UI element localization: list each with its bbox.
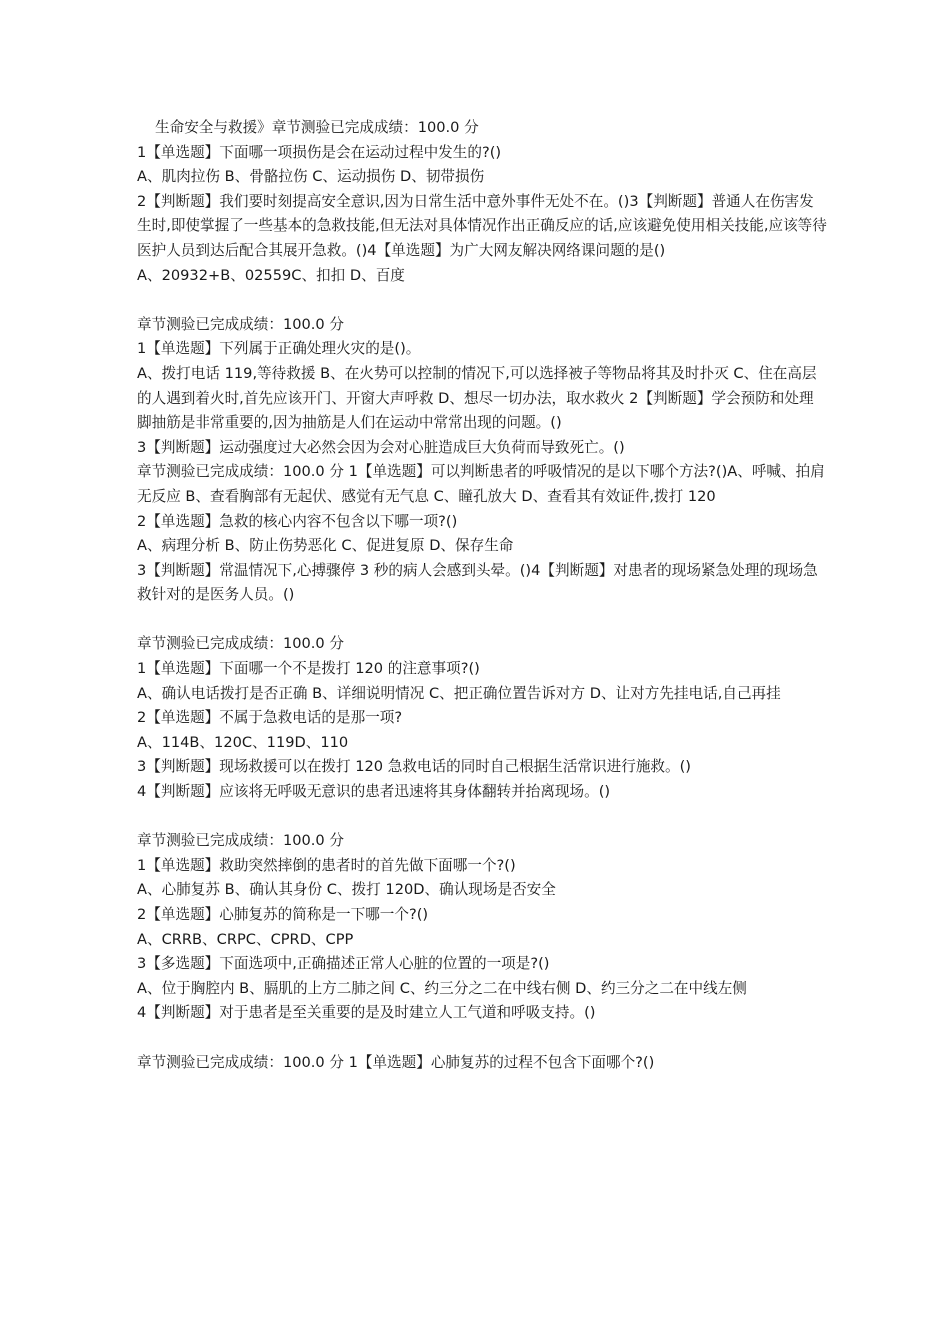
text-paragraph: 章节测验已完成成绩：100.0 分	[137, 635, 344, 653]
text-paragraph: A、20932+B、02559C、扣扣 D、百度	[137, 266, 405, 284]
text-paragraph: A、肌肉拉伤 B、骨骼拉伤 C、运动损伤 D、韧带损伤	[137, 168, 485, 186]
text-paragraph: 2【单选题】不属于急救电话的是那一项?	[137, 709, 403, 727]
paragraph-gap	[137, 608, 827, 633]
text-paragraph: 2【单选题】急救的核心内容不包含以下哪一项?()	[137, 512, 458, 530]
paragraph-gap	[137, 288, 827, 313]
text-paragraph: 4【判断题】应该将无呼吸无意识的患者迅速将其身体翻转并抬离现场。()	[137, 783, 611, 801]
text-paragraph: 章节测验已完成成绩：100.0 分 1【单选题】可以判断患者的呼吸情况的是以下哪个方法?()A、呼喊、拍肩无反应 B、查看胸部有无起伏、感觉有无气息 C、瞳孔放大 D、查看其有效证件,拨打 120	[137, 463, 825, 505]
text-paragraph: 章节测验已完成成绩：100.0 分	[137, 315, 344, 333]
text-paragraph: A、心肺复苏 B、确认其身份 C、拨打 120D、确认现场是否安全	[137, 881, 556, 899]
text-paragraph: A、114B、120C、119D、110	[137, 733, 349, 751]
text-paragraph: 2【单选题】心肺复苏的简称是一下哪一个?()	[137, 906, 429, 923]
text-paragraph: A、CRRB、CRPC、CPRD、CPP	[137, 930, 354, 948]
document-body	[137, 116, 827, 1075]
text-paragraph: 生命安全与救援》章节测验已完成成绩：100.0 分	[155, 119, 479, 136]
text-paragraph: 1【单选题】下列属于正确处理火灾的是()。	[137, 340, 421, 358]
text-paragraph: 章节测验已完成成绩：100.0 分 1【单选题】心肺复苏的过程不包含下面哪个?()	[137, 1053, 655, 1071]
text-paragraph: 3【判断题】常温情况下,心搏骤停 3 秒的病人会感到头晕。()4【判断题】对患者的现场紧急处理的现场急救针对的是医务人员。()	[137, 561, 818, 604]
text-paragraph: 3【多选题】下面选项中,正确描述正常人心脏的位置的一项是?()	[137, 955, 550, 973]
text-paragraph: 3【判断题】现场救援可以在拨打 120 急救电话的同时自己根据生活常识进行施救。()	[137, 758, 691, 776]
text-paragraph: 2【判断题】我们要时刻提高安全意识,因为日常生活中意外事件无处不在。()3【判断题】普通人在伤害发生时,即使掌握了一些基本的急救技能,但无法对具体情况作出正确反应的话,应该避免使用相关技能,应该等待医护人员到达后配合其展开急救。()4【单选题】为广大网友解决网络课问题的是()	[137, 192, 827, 259]
text-paragraph: 1【单选题】救助突然摔倒的患者时的首先做下面哪一个?()	[137, 856, 516, 874]
text-paragraph: A、病理分析 B、防止伤势恶化 C、促进复原 D、保存生命	[137, 537, 514, 555]
text-paragraph: 章节测验已完成成绩：100.0 分	[137, 832, 344, 850]
paragraph-gap	[137, 805, 827, 830]
text-paragraph: A、位于胸腔内 B、膈肌的上方二肺之间 C、约三分之二在中线右侧 D、约三分之二在中线左侧	[137, 979, 747, 997]
text-paragraph: A、确认电话拨打是否正确 B、详细说明情况 C、把正确位置告诉对方 D、让对方先挂电话,自己再挂	[137, 684, 781, 702]
text-paragraph: 1【单选题】下面哪一个不是拨打 120 的注意事项?()	[137, 660, 480, 678]
text-paragraph: A、拨打电话 119,等待救援 B、在火势可以控制的情况下,可以选择被子等物品将其及时扑灭 C、住在高层的人遇到着火时,首先应该开门、开窗大声呼救 D、想尽一切办法，取水救火 2【判断题】学会预防和处理脚抽筋是非常重要的,因为抽筋是人们在运动中常常出现的问题。()	[137, 364, 817, 432]
text-paragraph: 4【判断题】对于患者是至关重要的是及时建立人工气道和呼吸支持。()	[137, 1004, 596, 1022]
text-paragraph: 1【单选题】下面哪一项损伤是会在运动过程中发生的?()	[137, 143, 502, 161]
text-paragraph: 3【判断题】运动强度过大必然会因为会对心脏造成巨大负荷而导致死亡。()	[137, 438, 625, 456]
paragraph-gap	[137, 1026, 827, 1051]
